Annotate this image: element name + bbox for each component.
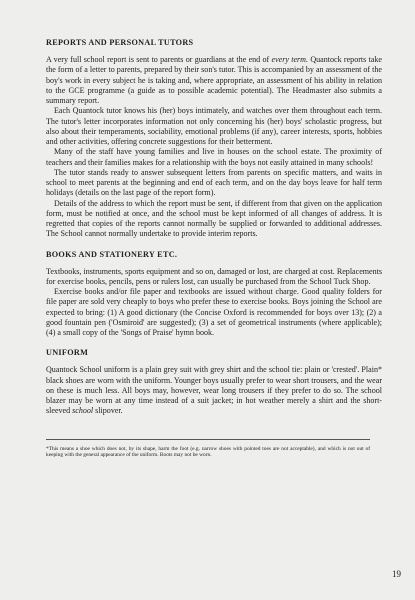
reports-p1-text-b: Quantock reports take the form of a letter to parents, prepared by their son's tutor. This is accompanied by an assessment of the boy's work in every subject he is taking and, where appropriate, an assessment of his ability in relation to the GCE programme (a guide as to possible academic potential). The Headmaster also submits a summary report.: [46, 55, 382, 105]
uniform-p1-text-b: slipover.: [93, 406, 123, 416]
reports-p1-text-a: A very full school report is sent to parents or guardians at the end of: [46, 55, 272, 64]
uniform-p1-text-a: Quantock School uniform is a plain grey suit with grey shirt and the school tie: plain or 'crested'. Plain* black shoes are worn with the uniform. Younger boys usually prefer to wear short trousers, and the wear on these is much less. All boys may, however, wear long trousers if they prefer to do so. The school blazer may be worn at any time instead of a suit jacket; in hot weather merely a shirt and the short-sleeved: [46, 365, 382, 416]
books-heading: BOOKS AND STATIONERY ETC.: [46, 249, 178, 259]
books-section: [46, 250, 382, 339]
reports-heading: REPORTS AND PERSONAL TUTORS: [46, 38, 194, 47]
uniform-paragraph-1: [46, 365, 382, 416]
reports-paragraph-4: The tutor stands ready to answer subsequent letters from parents on specific matters, and waits in school to meet parents at the beginning and end of each term, and on the day boys leave for half term holidays (details on the last page of the report form).: [46, 167, 382, 198]
footnote-divider: [46, 439, 370, 440]
reports-p1-emphasis: every term.: [271, 55, 309, 64]
reports-paragraph-2: Each Quantock tutor knows his (her) boys intimately, and watches over them throughout each term. The tutor's letter incorporates information not only concerning his (her) boys' scholastic progress, but also about their temperaments, sociability, emotional problems (if any), career interests, sports, hobbies and other activities, offering concrete suggestions for their betterment.: [46, 106, 382, 146]
reports-section: [46, 38, 382, 240]
books-paragraph-1: Textbooks, instruments, sports equipment and so on, damaged or lost, are charged at cost. Replacements for exercise books, pencils, pens or rulers lost, can usually be purchased from the School Tuck Shop.: [46, 266, 382, 286]
reports-paragraph-5: Details of the address to which the report must be sent, if different from that given on the application form, must be notified at once, and the school must be kept informed of all changes of address. It is regretted that copies of the reports cannot normally be supplied or forwarded to additional addresses. The School cannot normally undertake to provide interim reports.: [46, 198, 382, 239]
reports-paragraph-1: [46, 55, 382, 106]
footnote: *This means a shoe which does not, by its shape, harm the foot (e.g. narrow shoes with pointed toes are not acceptable), and which is not out of keeping with the general appearance of the uniform. Boots may not be worn.: [46, 445, 370, 459]
uniform-p1-emphasis: school: [72, 406, 94, 416]
books-paragraph-2: Exercise books and/or file paper and textbooks are issued without charge. Good quality folders for file paper are sold very cheaply to boys who prefer these to exercise books. Boys joining the School are expected to bring: (1) A good dictionary (the Concise Oxford is recommended for boys over 13); (2) a good fountain pen ('Osmiroid' are suggested); (3) a set of geometrical instruments (where applicable); (4) a small copy of the 'Songs of Praise' hymn book.: [46, 287, 382, 337]
uniform-heading: UNIFORM: [46, 348, 89, 358]
page-number: 19: [392, 569, 401, 579]
uniform-section: [46, 348, 382, 416]
reports-paragraph-3: Many of the staff have young families and live in houses on the school estate. The proximity of teachers and their families makes for a relationship with the boys not easily attained in many schools!: [46, 147, 382, 167]
